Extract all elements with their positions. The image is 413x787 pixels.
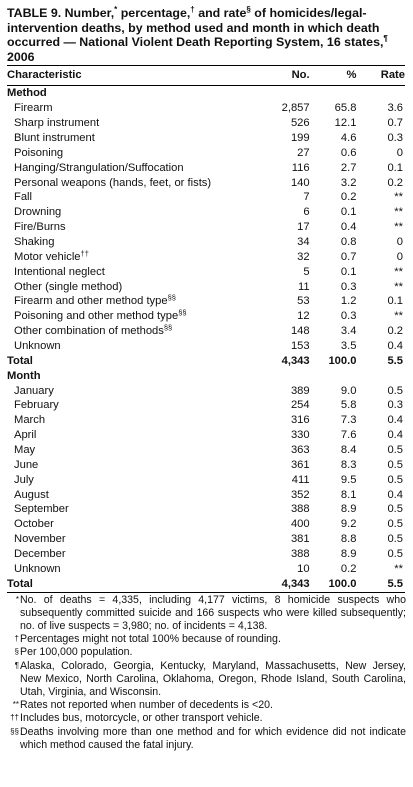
footnote-text: Per 100,000 population. xyxy=(20,646,133,659)
cell-number: 2,857 xyxy=(281,102,310,115)
row-label-text: October xyxy=(14,518,54,531)
header-percentage: % xyxy=(310,66,357,86)
footnote-mark: † xyxy=(14,634,19,644)
cell-rate: ** xyxy=(394,280,403,293)
row-label-text: Sharp instrument xyxy=(14,117,100,130)
cell-number: 7 xyxy=(303,191,310,204)
row-label xyxy=(7,398,242,413)
total-row xyxy=(7,577,405,592)
cell-number: 526 xyxy=(290,117,310,130)
footnote-mark: ** xyxy=(12,700,19,710)
row-label xyxy=(7,161,242,176)
cell-rate: 0.5 xyxy=(387,548,403,561)
cell-rate: 0.5 xyxy=(387,518,403,531)
row-label xyxy=(7,265,242,280)
row-label-text: Shaking xyxy=(14,235,55,248)
footnote xyxy=(7,726,406,752)
table-row xyxy=(7,428,405,443)
cell-percentage: 0.3 xyxy=(340,310,357,323)
cell-percentage: 9.2 xyxy=(340,518,357,531)
footnote-mark: §§ xyxy=(167,293,176,303)
cell-rate: 0.5 xyxy=(387,444,403,456)
cell-percentage: 3.2 xyxy=(340,176,357,189)
row-label xyxy=(7,562,242,577)
cell-rate: 0.2 xyxy=(387,176,403,189)
table-row xyxy=(7,161,405,176)
row-label xyxy=(7,176,242,191)
footnote-mark: §§ xyxy=(163,323,173,333)
cell-number: 34 xyxy=(297,235,310,248)
row-label-text: September xyxy=(14,503,69,516)
table-row xyxy=(7,309,405,324)
footnote-text: Percentages might not total 100% because of rounding. xyxy=(20,633,281,646)
cell-number: 388 xyxy=(290,503,310,516)
row-label-text: Blunt instrument xyxy=(14,131,95,144)
section-heading-row xyxy=(7,86,405,101)
cell-number: 363 xyxy=(290,444,310,456)
row-label-text: Fire/Burns xyxy=(14,221,66,234)
row-label xyxy=(7,339,242,354)
cell-number: 388 xyxy=(290,548,310,561)
cell-rate: 0.1 xyxy=(387,295,403,308)
cell-percentage: 0.3 xyxy=(340,280,357,293)
cell-rate: ** xyxy=(394,221,403,234)
footnote xyxy=(7,633,406,646)
title-text: TABLE 9. Number, xyxy=(7,6,115,20)
cell-number: 389 xyxy=(290,384,310,397)
row-label-text: Motor vehicle xyxy=(14,250,81,263)
row-label-text: Fall xyxy=(14,191,33,204)
row-label-text: July xyxy=(14,473,34,486)
cell-rate: ** xyxy=(394,265,403,278)
row-label xyxy=(7,428,242,443)
table-row xyxy=(7,250,405,265)
row-label xyxy=(7,235,242,250)
row-label xyxy=(7,324,242,339)
cell-number: 11 xyxy=(298,280,310,293)
cell-percentage: 8.9 xyxy=(340,503,357,516)
header-characteristic: Characteristic xyxy=(7,66,242,86)
title-footnote-mark: § xyxy=(246,4,251,14)
footnote-mark: §§ xyxy=(178,308,187,318)
cell-rate: 0.5 xyxy=(387,473,403,486)
cell-number: 5 xyxy=(303,265,310,278)
row-label-text: Other (single method) xyxy=(14,280,123,293)
title-text: of homicides/legal-intervention deaths, by method used and month in which death occurred — National Violent Death Reporting System, 16 states, xyxy=(7,6,384,50)
table-row xyxy=(7,547,405,562)
row-label xyxy=(7,116,242,131)
row-label xyxy=(7,458,242,473)
row-label xyxy=(7,502,242,517)
cell-number: 352 xyxy=(290,488,310,501)
cell-number: 153 xyxy=(290,339,310,352)
table-row xyxy=(7,502,405,517)
total-number: 4,343 xyxy=(281,354,310,367)
cell-percentage: 0.2 xyxy=(340,562,357,575)
table-row xyxy=(7,398,405,413)
table-row xyxy=(7,131,405,146)
row-label xyxy=(7,131,242,146)
footnote xyxy=(7,712,406,725)
title-text: and rate xyxy=(194,6,247,20)
table-row xyxy=(7,205,405,220)
cell-number: 148 xyxy=(290,325,310,338)
cell-rate: 0.4 xyxy=(387,488,403,501)
table-row xyxy=(7,562,405,577)
cell-number: 361 xyxy=(290,458,310,471)
row-label-text: Other combination of methods xyxy=(14,325,164,338)
total-number: 4,343 xyxy=(242,577,310,592)
row-label-text: Poisoning and other method type xyxy=(14,310,179,323)
row-label-text: March xyxy=(14,414,46,427)
row-label-text: February xyxy=(14,399,59,412)
row-label-text: April xyxy=(14,429,37,442)
table-row xyxy=(7,517,405,532)
title-footnote-mark: * xyxy=(114,4,118,14)
row-label xyxy=(7,384,242,399)
cell-rate: 0.7 xyxy=(387,117,403,130)
table-row xyxy=(7,443,405,458)
footnote-mark: †† xyxy=(80,248,89,258)
cell-rate: 0.3 xyxy=(387,131,403,144)
cell-percentage: 8.8 xyxy=(340,533,357,546)
table-row xyxy=(7,384,405,399)
row-label xyxy=(7,532,242,547)
title-footnote-mark: † xyxy=(190,4,195,14)
cell-percentage: 7.3 xyxy=(340,414,357,427)
cell-rate: 0.5 xyxy=(387,458,403,471)
cell-rate: 3.6 xyxy=(387,102,403,115)
cell-number: 17 xyxy=(297,221,310,234)
cell-rate: 0.3 xyxy=(387,399,403,412)
cell-rate: 0.1 xyxy=(387,161,403,174)
cell-rate: 0 xyxy=(396,235,403,248)
row-label-text: May xyxy=(14,444,36,456)
row-label-text: Hanging/Strangulation/Suffocation xyxy=(14,161,184,174)
total-label: Total xyxy=(7,577,242,592)
row-label xyxy=(7,220,242,235)
cell-percentage: 3.5 xyxy=(340,339,357,352)
cell-number: 53 xyxy=(297,295,310,308)
cell-percentage: 12.1 xyxy=(334,117,357,130)
cell-number: 32 xyxy=(297,250,310,263)
row-label xyxy=(7,517,242,532)
footnote xyxy=(7,646,406,659)
cell-number: 381 xyxy=(290,533,310,546)
row-label-text: Personal weapons (hands, feet, or fists) xyxy=(14,176,212,189)
cell-rate: 0.5 xyxy=(387,384,403,397)
cell-percentage: 0.6 xyxy=(340,146,357,159)
total-rate: 5.5 xyxy=(356,577,405,592)
table-row xyxy=(7,280,405,295)
cell-number: 12 xyxy=(297,310,310,323)
cell-number: 316 xyxy=(290,414,310,427)
row-label xyxy=(7,190,242,205)
table-row xyxy=(7,235,405,250)
cell-number: 254 xyxy=(290,399,310,412)
footnote-text: No. of deaths = 4,335, including 4,177 victims, 8 homicide suspects who subsequently committed suicide and 166 suspects who were killed subsequently; no. of live suspects = 3,980; no. of incidents = 4,138. xyxy=(20,593,406,632)
table-title xyxy=(7,6,406,64)
row-label xyxy=(7,294,242,309)
footnote-text: Deaths involving more than one method and for which evidence did not indicate which method caused the fatal injury. xyxy=(20,725,406,751)
cell-percentage: 0.2 xyxy=(340,191,357,204)
cell-percentage: 0.1 xyxy=(340,265,357,278)
row-label xyxy=(7,146,242,161)
table-row xyxy=(7,265,405,280)
cell-number: 116 xyxy=(291,161,310,174)
cell-percentage: 2.7 xyxy=(340,161,357,174)
title-text: percentage, xyxy=(117,6,191,20)
table-row xyxy=(7,458,405,473)
cell-rate: 0.4 xyxy=(387,414,403,427)
row-label xyxy=(7,205,242,220)
header-rate: Rate xyxy=(356,66,405,86)
table-row xyxy=(7,324,405,339)
table-row xyxy=(7,413,405,428)
footnote-mark: § xyxy=(14,647,19,657)
cell-percentage: 8.1 xyxy=(340,488,357,501)
cell-percentage: 8.4 xyxy=(340,444,357,456)
row-label xyxy=(7,250,242,265)
footnote-text: Rates not reported when number of decedents is <20. xyxy=(20,699,273,712)
section-heading-row xyxy=(7,369,405,384)
table-row xyxy=(7,473,405,488)
cell-number: 27 xyxy=(297,146,310,159)
cell-rate: ** xyxy=(394,206,403,219)
footnote-mark: †† xyxy=(10,713,19,723)
table-row xyxy=(7,294,405,309)
table-row xyxy=(7,101,405,116)
title-text: 2006 xyxy=(7,49,35,64)
row-label-text: December xyxy=(14,548,66,561)
row-label-text: Firearm and other method type xyxy=(14,295,168,308)
cell-number: 411 xyxy=(291,473,310,486)
table-row xyxy=(7,146,405,161)
row-label-text: August xyxy=(14,488,49,501)
cell-percentage: 0.4 xyxy=(340,221,357,234)
footnote-mark: * xyxy=(15,594,19,604)
row-label xyxy=(7,101,242,116)
row-label-text: Firearm xyxy=(14,102,53,115)
row-label-text: Unknown xyxy=(14,562,61,575)
table-row xyxy=(7,116,405,131)
row-label xyxy=(7,309,242,324)
cell-number: 10 xyxy=(297,562,310,575)
table-header-row xyxy=(7,66,405,86)
footnote-text: Alaska, Colorado, Georgia, Kentucky, Maryland, Massachusetts, New Jersey, New Mexico, North Carolina, Oklahoma, Oregon, Rhode Island, South Carolina, Utah, Virginia, and Wisconsin. xyxy=(20,659,406,699)
table-row xyxy=(7,339,405,354)
footnote-text: Includes bus, motorcycle, or other transport vehicle. xyxy=(20,712,263,725)
footnote xyxy=(7,594,406,634)
cell-number: 140 xyxy=(290,176,310,189)
cell-percentage: 9.0 xyxy=(340,384,357,397)
row-label-text: Intentional neglect xyxy=(14,265,105,278)
footnote-mark: ¶ xyxy=(14,660,19,670)
cell-percentage: 9.5 xyxy=(340,473,357,486)
cell-number: 330 xyxy=(290,429,310,442)
row-label-text: Drowning xyxy=(14,206,62,219)
cell-percentage: 0.8 xyxy=(340,235,357,248)
cell-percentage: 3.4 xyxy=(340,325,357,338)
cell-rate: 0 xyxy=(396,250,403,263)
cell-percentage: 5.8 xyxy=(340,399,357,412)
cell-rate: 0.4 xyxy=(387,339,403,352)
footnotes xyxy=(7,594,406,752)
row-label-text: Poisoning xyxy=(14,146,64,159)
cell-number: 400 xyxy=(290,518,310,531)
table-row xyxy=(7,488,405,503)
footnote xyxy=(7,660,406,700)
cell-rate: 0.2 xyxy=(387,325,403,338)
table-row xyxy=(7,532,405,547)
total-label: Total xyxy=(7,354,33,367)
footnote xyxy=(7,699,406,712)
cell-percentage: 4.6 xyxy=(340,131,357,144)
row-label-text: June xyxy=(14,458,39,471)
row-label-text: November xyxy=(14,533,66,546)
section-heading: Method xyxy=(7,87,47,100)
title-footnote-mark: ¶ xyxy=(383,34,388,44)
total-rate: 5.5 xyxy=(387,354,403,367)
row-label xyxy=(7,488,242,503)
table-row xyxy=(7,220,405,235)
cell-percentage: 8.9 xyxy=(340,548,357,561)
row-label xyxy=(7,547,242,562)
cell-percentage: 0.7 xyxy=(340,250,357,263)
footnote-mark: §§ xyxy=(10,726,19,736)
cell-percentage: 65.8 xyxy=(334,102,357,115)
cell-percentage: 1.2 xyxy=(340,295,357,308)
total-percentage: 100.0 xyxy=(328,354,357,367)
cell-rate: ** xyxy=(394,562,403,575)
section-heading: Month xyxy=(7,369,41,382)
table-row xyxy=(7,176,405,191)
cell-rate: 0.4 xyxy=(387,429,403,442)
cell-percentage: 0.1 xyxy=(340,206,357,219)
cell-number: 199 xyxy=(290,131,310,144)
cell-rate: ** xyxy=(394,191,403,204)
cell-number: 6 xyxy=(303,206,310,219)
row-label-text: Unknown xyxy=(14,339,61,352)
cell-percentage: 7.6 xyxy=(340,429,357,442)
row-label-text: January xyxy=(14,384,54,397)
cell-rate: 0.5 xyxy=(387,503,403,516)
row-label xyxy=(7,413,242,428)
row-label xyxy=(7,443,242,458)
header-number: No. xyxy=(242,66,310,86)
table-row xyxy=(7,190,405,205)
cell-percentage: 8.3 xyxy=(340,458,357,471)
cell-rate: 0 xyxy=(396,146,403,159)
total-row xyxy=(7,354,405,369)
total-percentage: 100.0 xyxy=(310,577,357,592)
row-label xyxy=(7,280,242,295)
cell-rate: ** xyxy=(394,310,403,323)
data-table xyxy=(7,65,405,592)
table-body xyxy=(7,86,405,592)
row-label xyxy=(7,473,242,488)
cell-rate: 0.5 xyxy=(387,533,403,546)
